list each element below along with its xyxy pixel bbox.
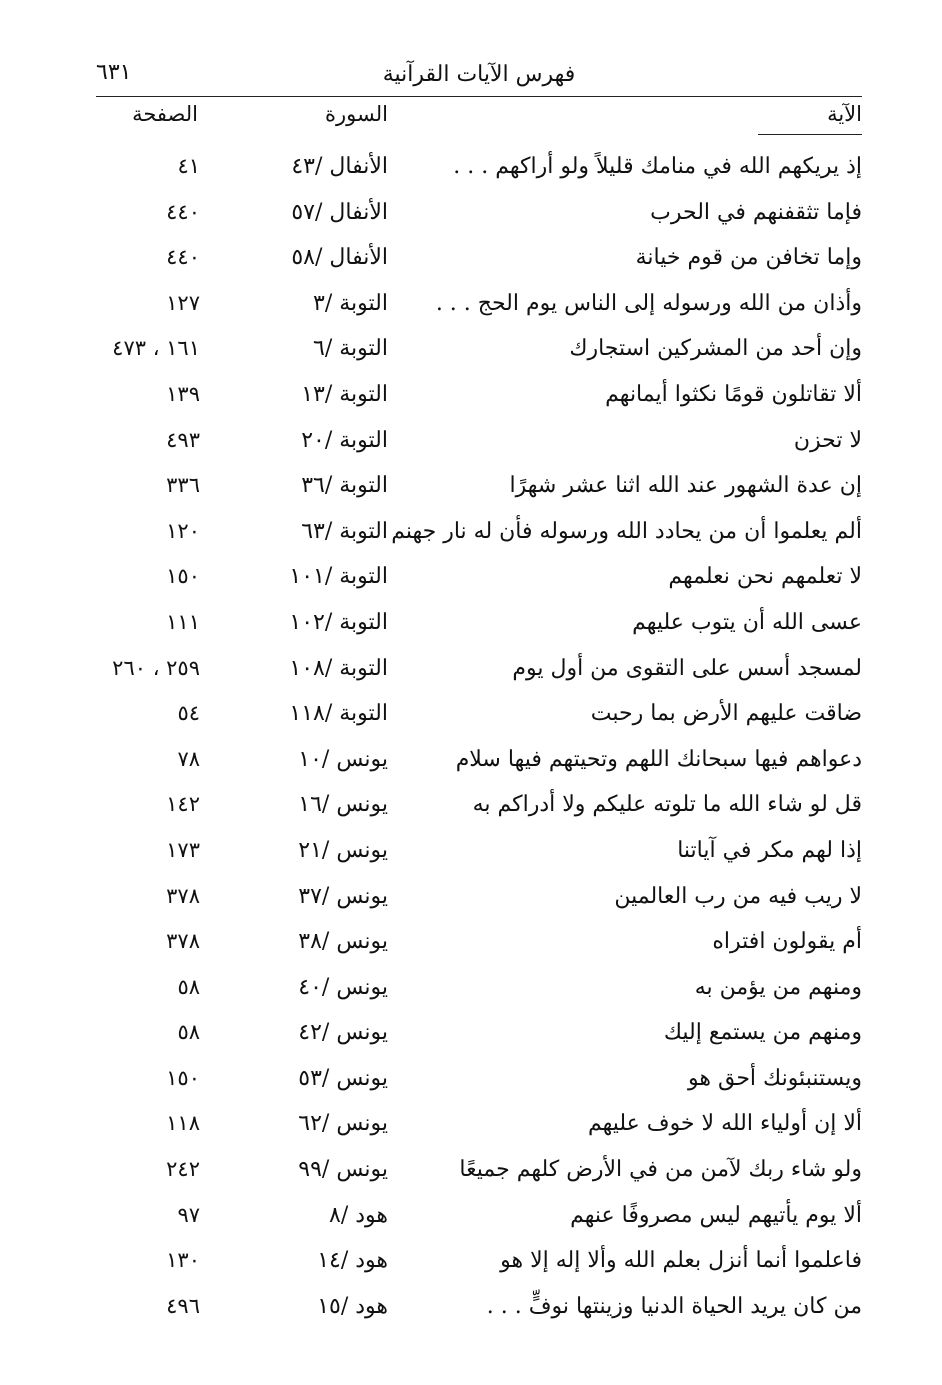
table-row xyxy=(96,191,862,237)
ayah-cell: وإما تخافن من قوم خيانة xyxy=(635,245,862,271)
surah-cell: هود /١٥ xyxy=(317,1293,388,1319)
surah-cell: الأنفال /٤٣ xyxy=(291,154,388,179)
table-row xyxy=(96,373,862,419)
ayah-cell: لمسجد أسس على التقوى من أول يوم xyxy=(512,655,862,681)
ayah-cell: ولو شاء ربك لآمن من في الأرض كلهم جميعًا xyxy=(459,1157,862,1183)
ayah-cell: فاعلموا أنما أنزل بعلم الله وألا إله إلا هو xyxy=(500,1248,862,1274)
table-row xyxy=(96,327,862,373)
table-row xyxy=(96,555,862,601)
surah-cell: الأنفال /٥٧ xyxy=(291,199,388,225)
page-cell: ٤٩٦ xyxy=(166,1293,200,1318)
column-header-page: الصفحة xyxy=(132,102,198,126)
surah-cell: يونس /١٦ xyxy=(298,792,388,818)
column-header-surah: السورة xyxy=(325,102,388,126)
surah-cell: يونس /٤٠ xyxy=(298,974,388,1000)
page-cell: ٥٤ xyxy=(177,701,200,726)
table-row xyxy=(96,1194,862,1240)
surah-cell: التوبة /١٠٨ xyxy=(289,655,388,681)
surah-cell: يونس /١٠ xyxy=(298,746,388,772)
index-page xyxy=(96,56,862,1330)
table-row xyxy=(96,738,862,784)
ayah-cell: ويستنبئونك أحق هو xyxy=(688,1065,862,1091)
table-row xyxy=(96,647,862,693)
ayah-cell: إذا لهم مكر في آياتنا xyxy=(677,837,862,863)
table-row xyxy=(96,1285,862,1331)
table-row xyxy=(96,1148,862,1194)
surah-cell: هود /١٤ xyxy=(317,1248,388,1274)
surah-cell: التوبة /٦ xyxy=(313,336,388,362)
page-cell: ٧٨ xyxy=(177,746,200,771)
surah-cell: التوبة /٣ xyxy=(313,290,388,316)
ayah-cell: ضاقت عليهم الأرض بما رحبت xyxy=(590,701,862,727)
page-cell: ٣٧٨ xyxy=(166,929,200,954)
table-row xyxy=(96,920,862,966)
page-cell: ١٣٠ xyxy=(166,1248,200,1273)
table-row xyxy=(96,829,862,875)
page-cell: ٤٩٣ xyxy=(166,427,200,452)
surah-cell: التوبة /٦٣ xyxy=(301,518,388,544)
page-cell: ١١١ xyxy=(166,609,200,634)
ayah-cell: ألم يعلموا أن من يحادد الله ورسوله فأن له نار جهنم xyxy=(391,518,862,544)
table-row xyxy=(96,419,862,465)
table-row xyxy=(96,510,862,556)
surah-cell: يونس /٣٨ xyxy=(298,929,388,955)
index-table xyxy=(96,145,862,1330)
page-number: ٦٣١ xyxy=(96,60,132,85)
ayah-cell: عسى الله أن يتوب عليهم xyxy=(632,609,862,635)
ayah-cell: إن عدة الشهور عند الله اثنا عشر شهرًا xyxy=(509,473,862,499)
page-cell: ٤٤٠ xyxy=(166,245,200,270)
page-cell: ٢٤٢ xyxy=(166,1157,200,1182)
surah-cell: يونس /٦٢ xyxy=(298,1111,388,1137)
surah-cell: يونس /٣٧ xyxy=(298,883,388,909)
surah-cell: التوبة /٢٠ xyxy=(301,427,388,453)
page-cell: ١٦١ ، ٤٧٣ xyxy=(112,336,200,361)
ayah-cell: ألا تقاتلون قومًا نكثوا أيمانهم xyxy=(605,381,862,407)
surah-cell: التوبة /١١٨ xyxy=(289,701,388,727)
ayah-cell: دعواهم فيها سبحانك اللهم وتحيتهم فيها سلام xyxy=(455,746,862,772)
page-cell: ١٢٧ xyxy=(166,290,200,315)
running-head xyxy=(96,56,862,96)
column-header-rule xyxy=(758,134,862,135)
page-cell: ١١٨ xyxy=(166,1111,200,1136)
table-row xyxy=(96,1102,862,1148)
page-cell: ٣٧٨ xyxy=(166,883,200,908)
ayah-cell: وإن أحد من المشركين استجارك xyxy=(569,336,862,362)
ayah-cell: ألا يوم يأتيهم ليس مصروفًا عنهم xyxy=(570,1202,862,1228)
ayah-cell: ومنهم من يؤمن به xyxy=(694,974,862,1000)
table-row xyxy=(96,1057,862,1103)
page-cell: ٢٥٩ ، ٢٦٠ xyxy=(112,655,200,680)
page-cell: ٩٧ xyxy=(177,1202,200,1227)
surah-cell: التوبة /١٠٢ xyxy=(289,609,388,635)
page-cell: ١٤٢ xyxy=(166,792,200,817)
ayah-cell: وأذان من الله ورسوله إلى الناس يوم الحج . . . xyxy=(435,290,862,316)
surah-cell: هود /٨ xyxy=(329,1202,388,1228)
page-cell: ٤٤٠ xyxy=(166,199,200,224)
page-cell: ١٣٩ xyxy=(166,381,200,406)
surah-cell: يونس /٥٣ xyxy=(298,1065,388,1091)
page-cell: ١٢٠ xyxy=(166,518,200,543)
surah-cell: التوبة /٣٦ xyxy=(301,473,388,499)
table-row xyxy=(96,464,862,510)
table-row xyxy=(96,1011,862,1057)
column-headers xyxy=(96,97,862,134)
table-row xyxy=(96,601,862,647)
table-row xyxy=(96,966,862,1012)
table-row xyxy=(96,1239,862,1285)
ayah-cell: إذ يريكهم الله في منامك قليلاً ولو أراكهم . . . xyxy=(453,154,862,179)
ayah-cell: من كان يريد الحياة الدنيا وزينتها نوفٍّ . . . xyxy=(486,1293,862,1319)
table-row xyxy=(96,145,862,191)
page-cell: ٣٣٦ xyxy=(166,473,200,498)
ayah-cell: فإما تثقفنهم في الحرب xyxy=(650,199,862,225)
page-cell: ١٥٠ xyxy=(166,564,200,589)
table-row xyxy=(96,282,862,328)
ayah-cell: لا ريب فيه من رب العالمين xyxy=(614,883,862,909)
ayah-cell: لا تعلمهم نحن نعلمهم xyxy=(668,564,862,590)
page-cell: ٥٨ xyxy=(177,974,200,999)
surah-cell: يونس /٩٩ xyxy=(298,1157,388,1183)
table-row xyxy=(96,692,862,738)
page-cell: ١٥٠ xyxy=(166,1065,200,1090)
ayah-cell: قل لو شاء الله ما تلوته عليكم ولا أدراكم به xyxy=(472,792,862,818)
page-cell: ١٧٣ xyxy=(166,837,200,862)
page-cell: ٥٨ xyxy=(177,1020,200,1045)
surah-cell: يونس /٤٢ xyxy=(298,1020,388,1046)
table-row xyxy=(96,783,862,829)
surah-cell: يونس /٢١ xyxy=(298,837,388,863)
table-row xyxy=(96,875,862,921)
page-title: فهرس الآيات القرآنية xyxy=(382,62,576,87)
table-row xyxy=(96,236,862,282)
ayah-cell: أم يقولون افتراه xyxy=(712,929,862,955)
surah-cell: التوبة /١٣ xyxy=(301,381,388,407)
page-cell: ٤١ xyxy=(177,154,200,178)
ayah-cell: لا تحزن xyxy=(793,427,862,453)
column-header-ayah: الآية xyxy=(827,102,862,126)
surah-cell: الأنفال /٥٨ xyxy=(291,245,388,271)
ayah-cell: ومنهم من يستمع إليك xyxy=(663,1020,862,1046)
ayah-cell: ألا إن أولياء الله لا خوف عليهم xyxy=(587,1111,862,1137)
surah-cell: التوبة /١٠١ xyxy=(289,564,388,590)
